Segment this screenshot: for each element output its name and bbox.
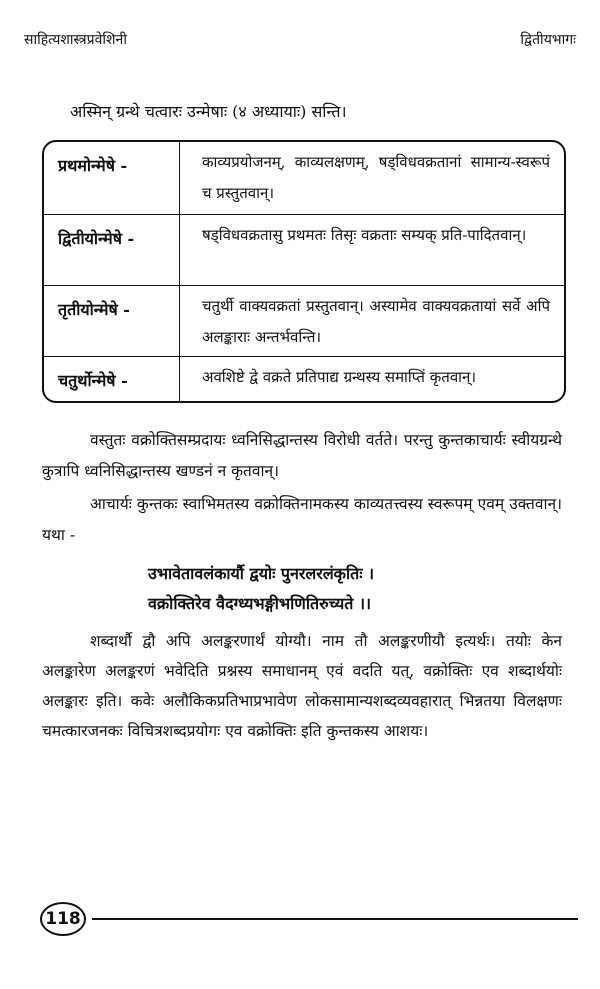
row-content: चतुर्थी वाक्यवक्रतां प्रस्तुतवान्। अस्यामेव वाक्यवक्रतायां सर्वे अपि अलङ्काराः अन्तर्भवन्ति। bbox=[202, 297, 550, 346]
row-content: अवशिष्टे द्वे वक्रते प्रतिपाद्य ग्रन्थस्य समाप्तिं कृतवान्। bbox=[202, 368, 477, 386]
row-content: षड्विधवक्रतासु प्रथमतः तिसृः वक्रताः सम्यक् प्रति-पादितवान्। bbox=[202, 226, 527, 244]
row-label: प्रथमोन्मेषे - bbox=[44, 142, 180, 214]
paragraph-2: आचार्यः कुन्तकः स्वाभिमतस्य वक्रोक्तिनामकस्य काव्यतत्त्वस्य स्वरूपम् एवम् उक्तवान्। यथा - bbox=[42, 495, 562, 544]
running-header-title: साहित्यशास्त्रप्रवेशिनी bbox=[24, 32, 127, 48]
verse-line-2: वक्रोक्तिरेव वैदग्ध्यभङ्गीभणितिरुच्यते ।। bbox=[148, 594, 372, 613]
table-row bbox=[44, 356, 564, 401]
row-label: तृतीयोन्मेषे - bbox=[44, 286, 180, 356]
table-row bbox=[44, 214, 564, 285]
footer-rule bbox=[92, 918, 578, 920]
chapters-table bbox=[42, 140, 566, 403]
page-number: 118 bbox=[40, 902, 86, 936]
row-label: द्वितीयोन्मेषे - bbox=[44, 215, 180, 285]
table-row bbox=[44, 285, 564, 356]
paragraph-1: वस्तुतः वक्रोक्तिसम्प्रदायः ध्वनिसिद्धान्तस्य विरोधी वर्तते। परन्तु कुन्तकाचार्यः स्वीयग्रन्थे कुत्रापि ध्वनिसिद्धान्तस्य खण्डनं न कृतवान्। bbox=[42, 431, 562, 480]
paragraph-3: शब्दार्थौ द्वौ अपि अलङ्करणार्थं योग्यौ। नाम तौ अलङ्करणीयौ इत्यर्थः। तयोः केन अलङ्कारेण अलङ्करणं भवेदिति प्रश्नस्य समाधानम् एवं वदति यत्, वक्रोक्तिः एव शब्दार्थयोः अलङ्कारः इति। कवेः अलौकिकप्रतिभाप्रभावेण लोकसामान्यशब्दव्यवहारात् भिन्नतया विलक्षणः चमत्कारजनकः विचित्रशब्दप्रयोगः एव वक्रोक्तिः इति कुन्तकस्य आशयः। bbox=[42, 632, 562, 740]
running-header-part: द्वितीयभागः bbox=[520, 32, 576, 48]
row-content: काव्यप्रयोजनम्, काव्यलक्षणम्, षड्विधवक्रतानां सामान्य-स्वरूपं च प्रस्तुतवान्। bbox=[202, 153, 550, 202]
row-label: चतुर्थोन्मेषे - bbox=[44, 357, 180, 401]
intro-sentence: अस्मिन् ग्रन्थे चत्वारः उन्मेषाः (४ अध्यायाः) सन्ति। bbox=[70, 102, 347, 121]
table-row bbox=[44, 142, 564, 214]
verse-line-1: उभावेतावलंकार्यौ द्वयोः पुनरलरलंकृतिः । bbox=[148, 564, 375, 583]
